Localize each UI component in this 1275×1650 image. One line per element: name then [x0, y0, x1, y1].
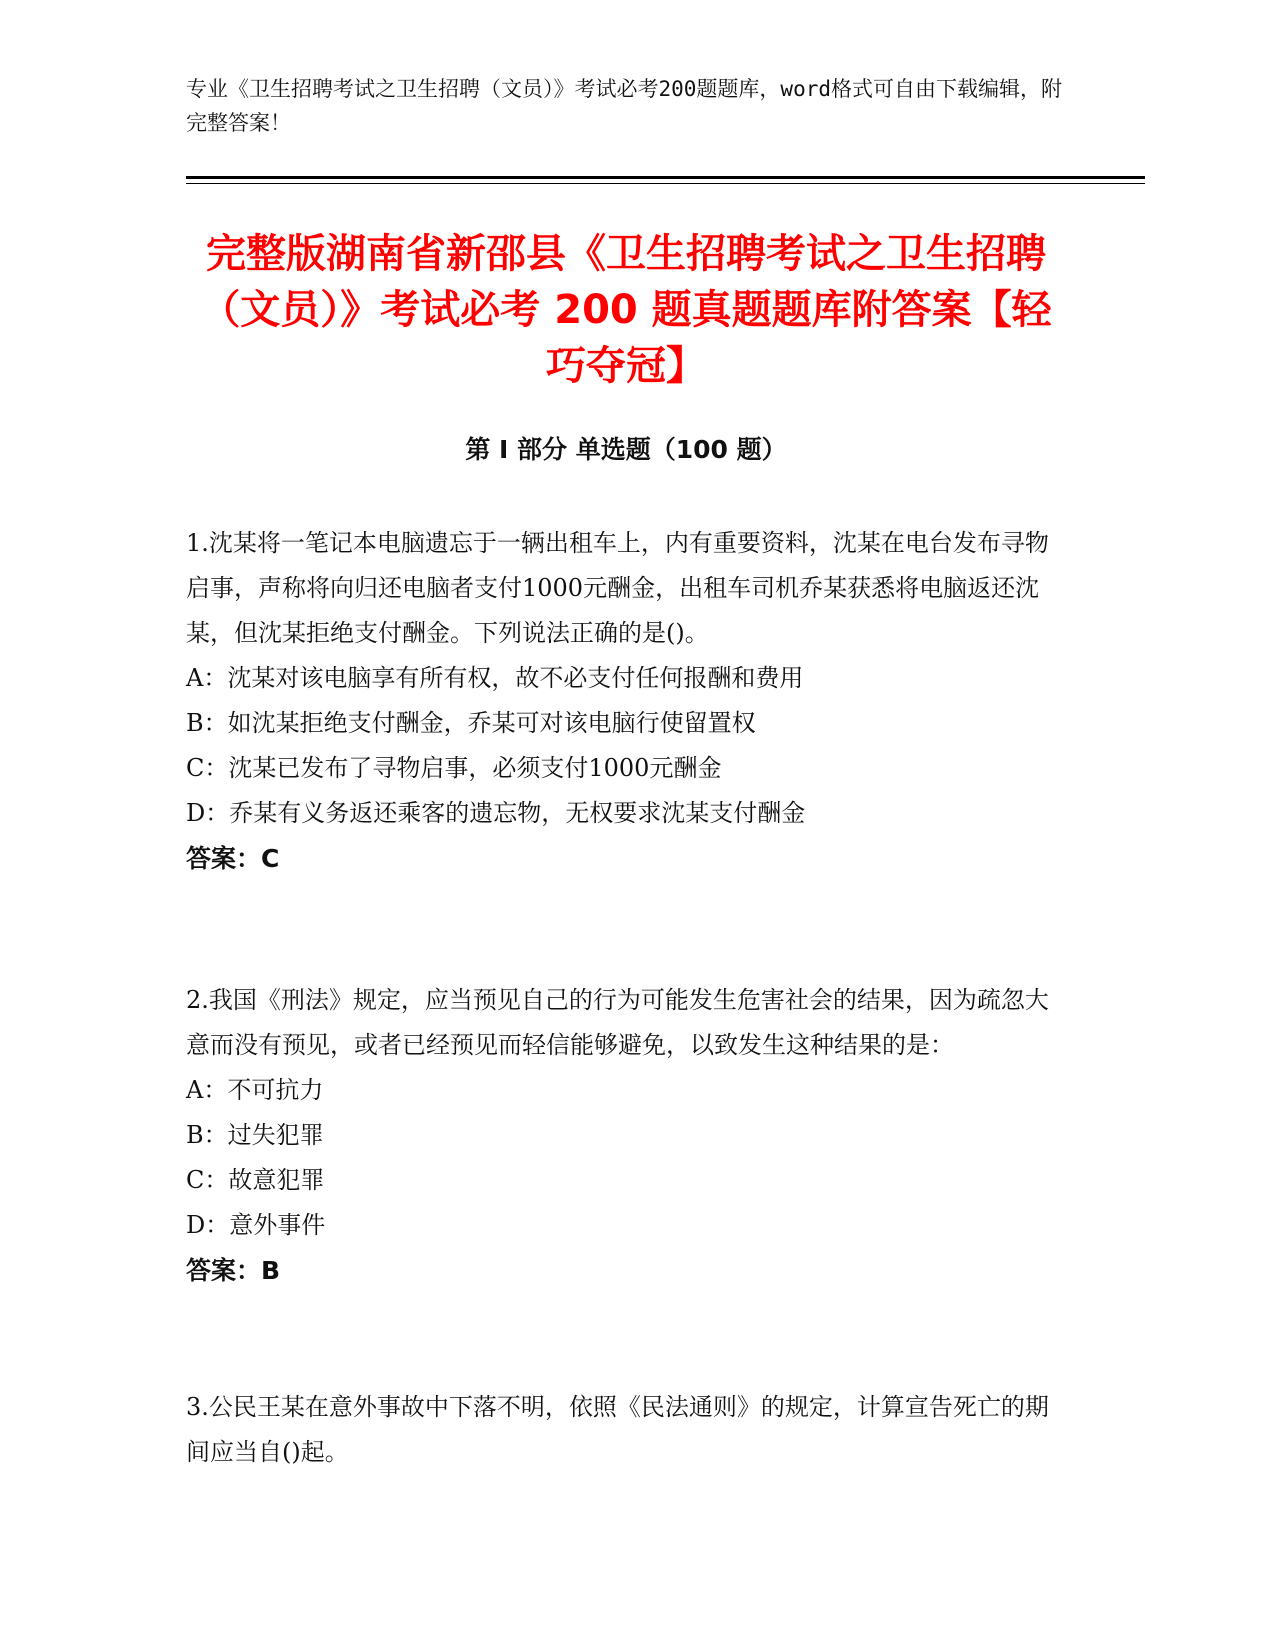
header-divider-thin	[186, 183, 1145, 184]
document-title: 完整版湖南省新邵县《卫生招聘考试之卫生招聘（文员）》考试必考 200 题真题题库附答案【轻巧夺冠】	[200, 231, 1052, 389]
answer: 答案：B	[186, 1256, 281, 1285]
question-3	[186, 1385, 1066, 1475]
option-d: D：乔某有义务返还乘客的遗忘物，无权要求沈某支付酬金	[186, 799, 806, 827]
option-b: B：如沈某拒绝支付酬金，乔某可对该电脑行使留置权	[186, 709, 756, 737]
question-1	[186, 521, 1066, 881]
question-2	[186, 978, 1066, 1293]
question-stem: 2.我国《刑法》规定，应当预见自己的行为可能发生危害社会的结果，因为疏忽大意而没有预见，或者已经预见而轻信能够避免，以致发生这种结果的是：	[186, 986, 1049, 1059]
question-stem: 1.沈某将一笔记本电脑遗忘于一辆出租车上，内有重要资料，沈某在电台发布寻物启事，声称将向归还电脑者支付1000元酬金，出租车司机乔某获悉将电脑返还沈某，但沈某拒绝支付酬金。下列说法正确的是()。	[186, 529, 1049, 647]
option-b: B：过失犯罪	[186, 1121, 324, 1149]
header-note: 专业《卫生招聘考试之卫生招聘（文员）》考试必考200题题库，word格式可自由下载编辑，附完整答案！	[186, 77, 1062, 135]
option-d: D：意外事件	[186, 1211, 326, 1239]
option-a: A：沈某对该电脑享有所有权，故不必支付任何报酬和费用	[186, 664, 804, 692]
section-heading: 第 I 部分 单选题（100 题）	[465, 435, 787, 464]
option-a: A：不可抗力	[186, 1076, 324, 1104]
header-divider-thick	[186, 176, 1145, 179]
question-stem: 3.公民王某在意外事故中下落不明，依照《民法通则》的规定，计算宣告死亡的期间应当自()起。	[186, 1393, 1049, 1466]
answer: 答案：C	[186, 844, 280, 873]
option-c: C：故意犯罪	[186, 1166, 325, 1194]
option-c: C：沈某已发布了寻物启事，必须支付1000元酬金	[186, 754, 722, 782]
